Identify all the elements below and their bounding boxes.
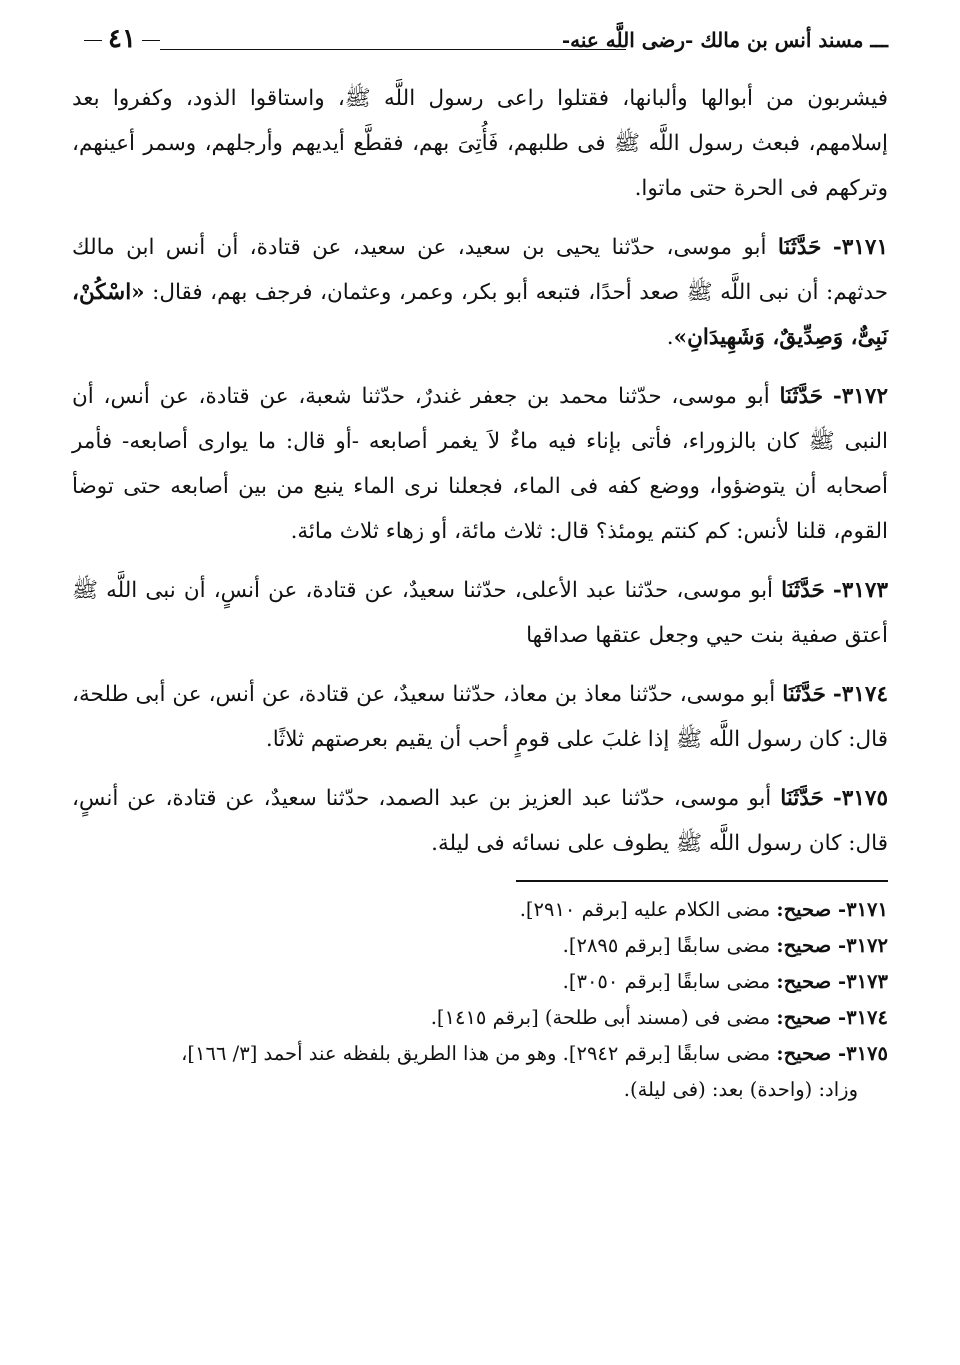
header-rule — [160, 49, 626, 50]
hadith-number: ٣١٧٤- — [832, 682, 888, 707]
hadith-number: ٣١٧٣- — [832, 578, 888, 603]
hadith-3172 — [72, 374, 888, 554]
hadith-text: أبو موسى، حدّثنا يحيى بن سعيد، عن سعيد، عن قتادة، أن أنس ابن مالك حدثهم: أن نبى اللَّه ﷺ صعد أحدًا، فتبعه أبو بكر، وعمر، وعثمان، فرجف بهم، فقال: — [72, 235, 888, 305]
hadith-text-end: . — [666, 325, 674, 350]
footnote-text: مضى الكلام عليه [برقم ٢٩١٠]. — [519, 898, 771, 921]
hadith-3173 — [72, 568, 888, 658]
footnote-3172 — [72, 928, 888, 964]
footnote-3173 — [72, 964, 888, 1000]
footnotes — [72, 892, 888, 1108]
hadith-text: أبو موسى، حدّثنا عبد العزيز بن عبد الصمد، حدّثنا سعيدٌ، عن قتادة، عن أنسٍ، قال: كان رسول اللَّه ﷺ يطوف على نسائه فى ليلة. — [72, 786, 888, 856]
hadith-number: ٣١٧١- — [832, 235, 888, 260]
hadith-3174 — [72, 672, 888, 762]
footnote-3171 — [72, 892, 888, 928]
footnote-label: ٣١٧٥- صحيح: — [776, 1042, 888, 1065]
book-page — [72, 22, 888, 1108]
footnote-separator — [516, 880, 888, 882]
continuation-paragraph: فيشربون من أبوالها وألبانها، فقتلوا راعى رسول اللَّه ﷺ، واستاقوا الذود، وكفروا بعد إسلامهم، فبعث رسول اللَّه ﷺ فى طلبهم، فَأُتِىَ بهم، فقطَّع أيديهم وأرجلهم، وسمر أعينهم، وتركهم فى الحرة حتى ماتوا. — [72, 86, 888, 201]
hadith-text: أبو موسى، حدّثنا محمد بن جعفر غندرٌ، حدّثنا شعبة، عن قتادة، عن أنس، أن النبى ﷺ كان بالزوراء، فأتى بإناء فيه ماءٌ لاَ يغمر أصابعه -أو قال: ما يوارى أصابعه- فأمر أصحابه أن يتوضؤوا، ووضع كفه فى الماء، فجعلنا نرى الماء ينبع من بين أصابعه حتى توضأ القوم، قلنا لأنس: كم كنتم يومئذ؟ قال: ثلاث مائة، أو زهاء ثلاث مائة. — [72, 384, 888, 544]
page-number: ٤١ — [78, 24, 166, 54]
hadith-opening: حَدَّثَنَا — [780, 786, 824, 811]
prophetic-quote: «اسْكُنْ، نَبِىٌّ، وَصِدِّيقٌ، وَشَهِيدَانِ» — [72, 280, 888, 350]
hadith-3175 — [72, 776, 888, 866]
footnote-text: مضى فى (مسند أبى طلحة) [برقم ١٤١٥]. — [430, 1006, 771, 1029]
running-title: ـــ مسند أنس بن مالك -رضى اللَّه عنه- — [561, 28, 888, 52]
footnote-text: مضى سابقًا [برقم ٣٠٥٠]. — [562, 970, 771, 993]
hadith-opening: حَدَّثَنَا — [779, 384, 824, 409]
hadith-text: أبو موسى، حدّثنا معاذ بن معاذ، حدّثنا سعيدٌ، عن قتادة، عن أنس، عن أبى طلحة، قال: كان رسول اللَّه ﷺ إذا غلبَ على قومٍ أحب أن يقيم بعرصتهم ثلاثًا. — [72, 682, 888, 752]
footnote-text: مضى سابقًا [برقم ٢٨٩٥]. — [562, 934, 771, 957]
footnote-3174 — [72, 1000, 888, 1036]
footnote-3175 — [72, 1036, 888, 1108]
hadith-number: ٣١٧٢- — [832, 384, 888, 409]
hadith-opening: حَدَّثَنَا — [777, 235, 822, 260]
footnote-continuation: وزاد: (واحدة) بعد: (فى ليلة). — [623, 1078, 858, 1101]
hadith-text: أبو موسى، حدّثنا عبد الأعلى، حدّثنا سعيدٌ، عن قتادة، عن أنسٍ، أن نبى اللَّه ﷺ أعتق صفية بنت حيي وجعل عتقها صداقها — [72, 578, 888, 648]
footnote-text: مضى سابقًا [برقم ٢٩٤٢]. وهو من هذا الطريق بلفظه عند أحمد [٣/ ١٦٦]، — [181, 1042, 771, 1065]
hadith-opening: حَدَّثَنَا — [782, 682, 826, 707]
footnote-label: ٣١٧٣- صحيح: — [776, 970, 888, 993]
hadith-3171 — [72, 225, 888, 360]
hadith-opening: حَدَّثَنَا — [781, 578, 825, 603]
main-text — [72, 76, 888, 866]
hadith-number: ٣١٧٥- — [832, 786, 888, 811]
footnote-label: ٣١٧٢- صحيح: — [776, 934, 888, 957]
footnote-label: ٣١٧١- صحيح: — [776, 898, 888, 921]
running-header — [72, 22, 888, 62]
footnote-label: ٣١٧٤- صحيح: — [776, 1006, 888, 1029]
